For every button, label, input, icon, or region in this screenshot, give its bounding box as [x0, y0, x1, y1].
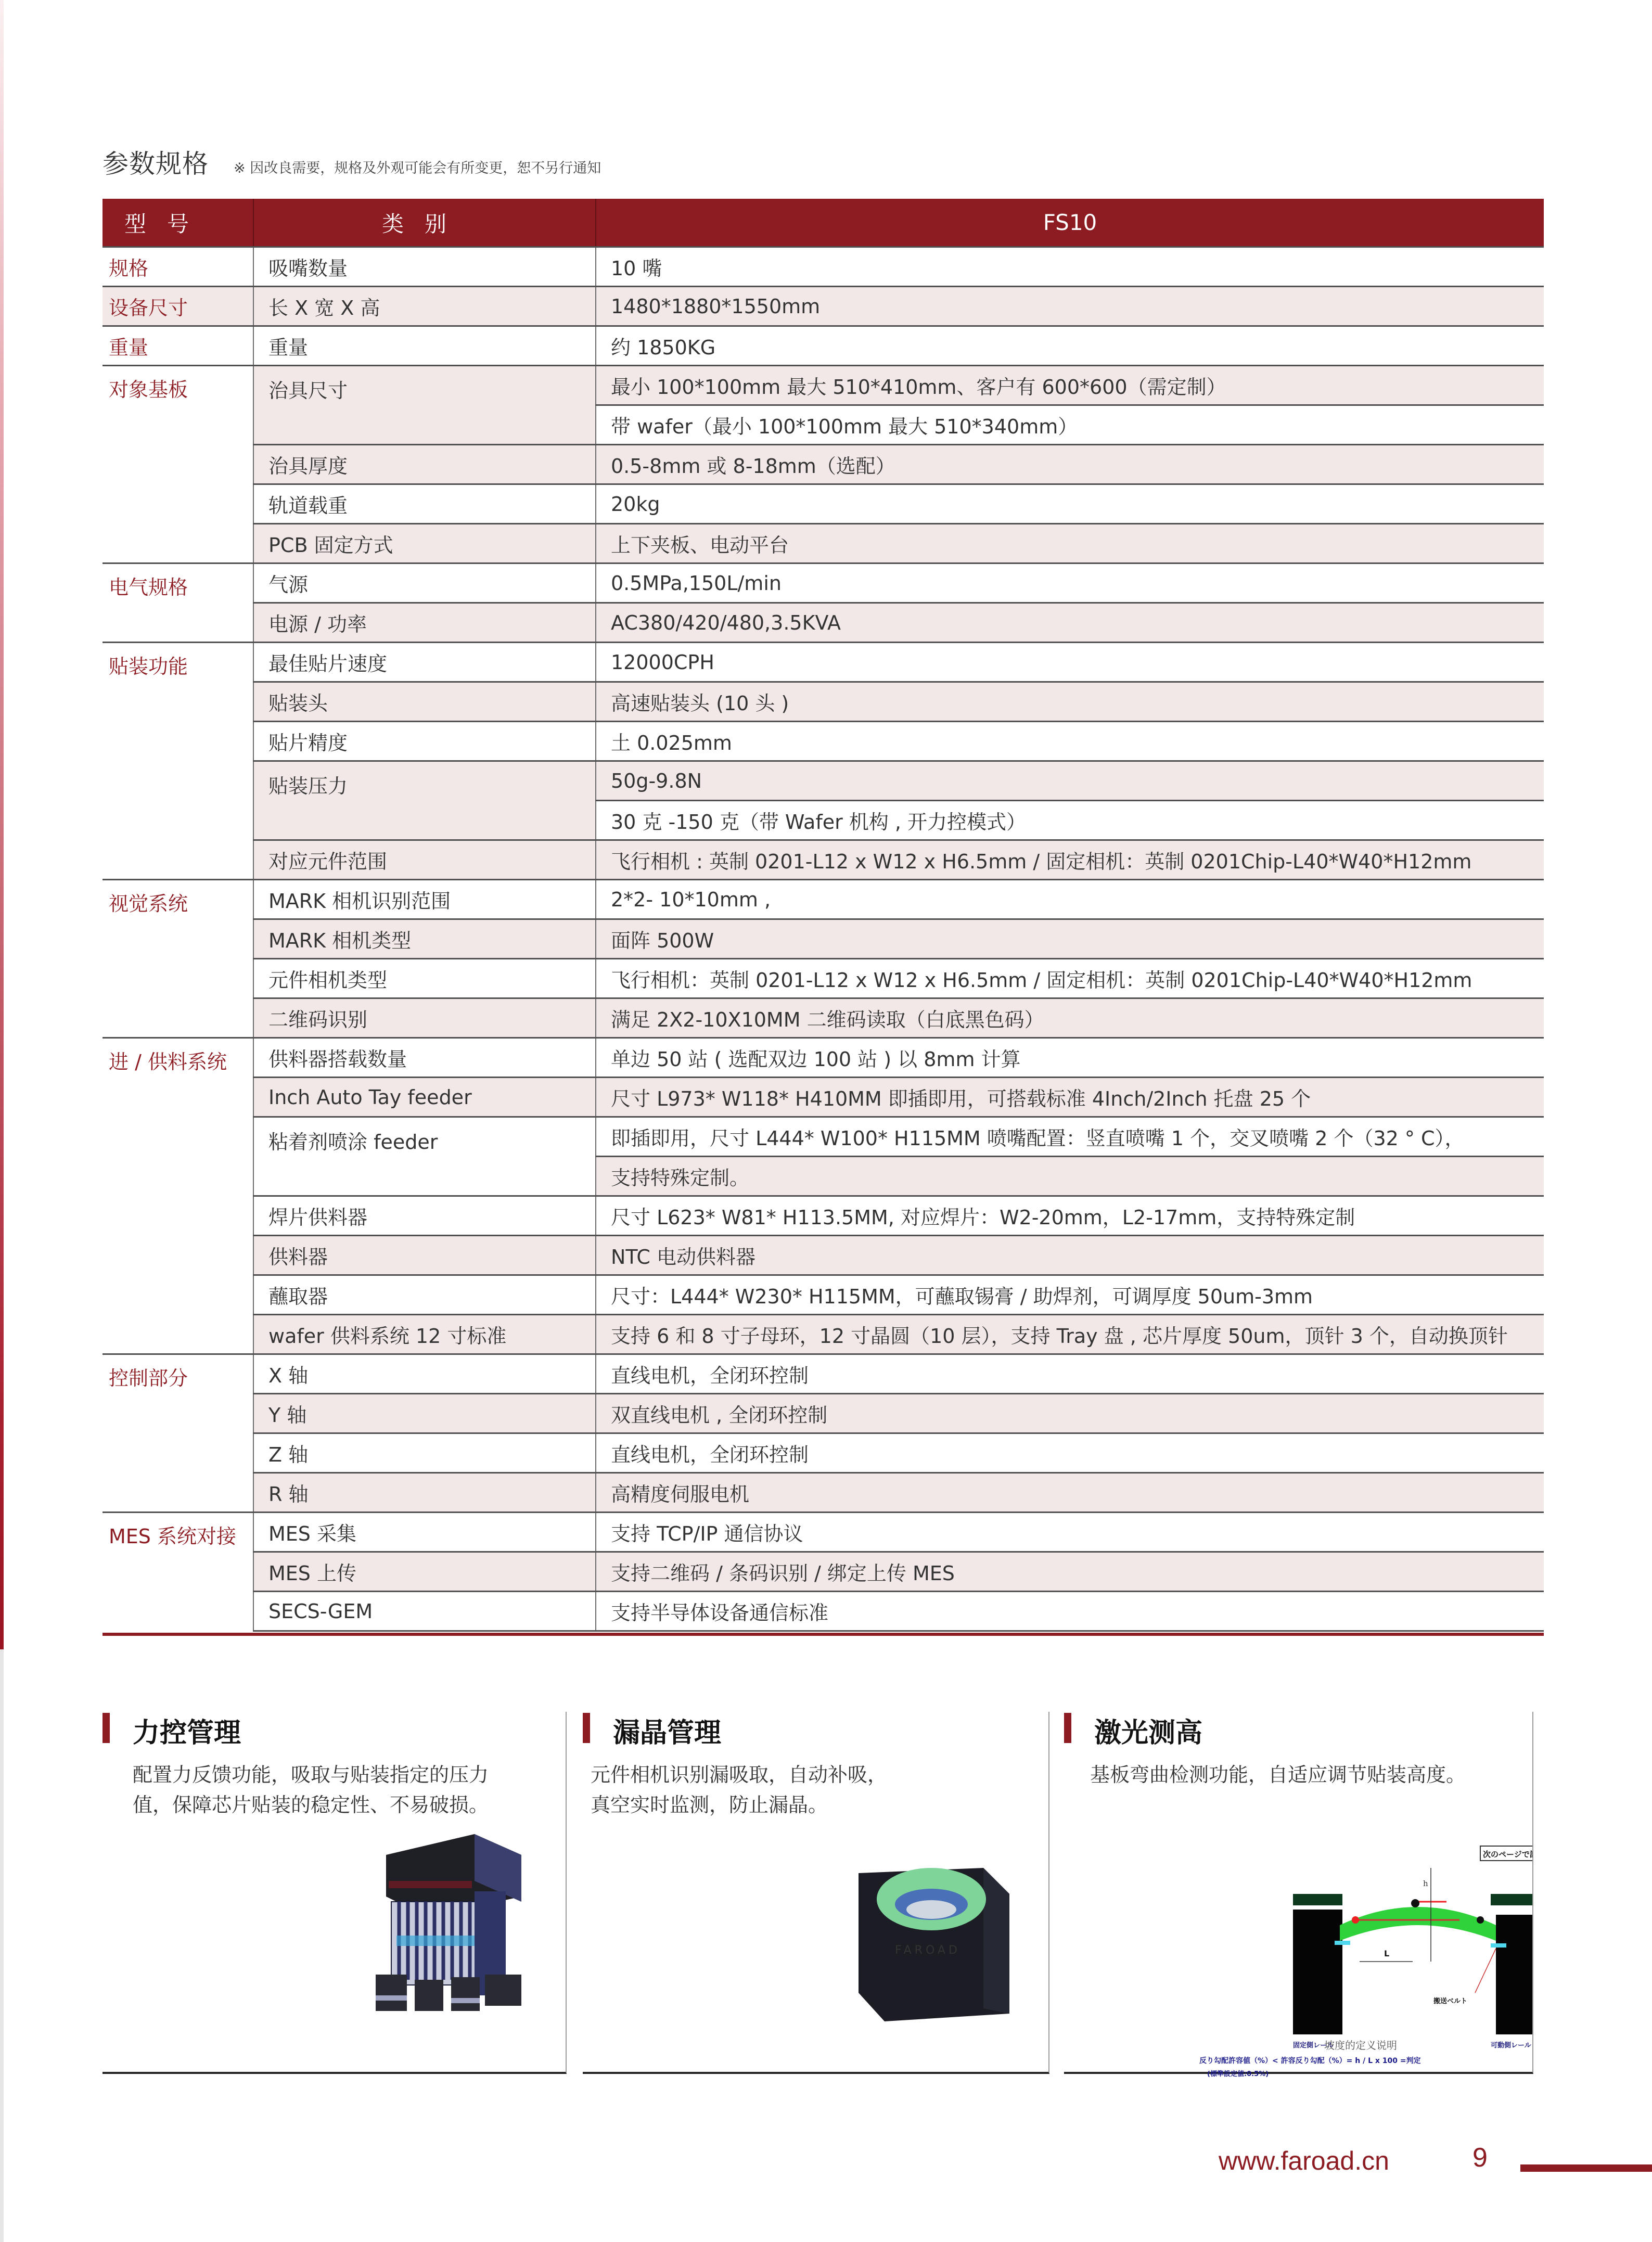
- group-label: 控制部分: [103, 1354, 253, 1513]
- desc-line: 元件相机识别漏吸取，自动补吸，: [591, 1763, 888, 1786]
- left-edge-accent: [0, 0, 4, 1649]
- spec-item: MARK 相机识别范围: [253, 880, 596, 919]
- svg-text:h: h: [1423, 1879, 1428, 1888]
- feature-title: 漏晶管理: [613, 1718, 722, 1749]
- spec-item: 供料器搭载数量: [253, 1038, 596, 1078]
- spec-item: Inch Auto Tay feeder: [253, 1078, 596, 1117]
- table-row: [103, 563, 1544, 603]
- spec-value: 面阵 500W: [596, 919, 1544, 959]
- group-label: 重量: [103, 326, 253, 366]
- heading-accent-bar: [103, 1713, 110, 1743]
- table-row: [103, 761, 1544, 801]
- group-label: 设备尺寸: [103, 287, 253, 326]
- spec-item: 轨道载重: [253, 484, 596, 524]
- spec-value: 50g-9.8N: [596, 761, 1544, 801]
- desc-line: 基板弯曲检测功能，自适应调节贴装高度。: [1090, 1763, 1466, 1786]
- svg-text:L: L: [1384, 1949, 1390, 1958]
- page-title: 参数规格: [103, 149, 209, 179]
- spec-value: 上下夹板、电动平台: [596, 524, 1544, 563]
- spec-value: 飞行相机：英制 0201-L12 x W12 x H6.5mm / 固定相机：英制 0201Chip-L40*W40*H12mm: [596, 959, 1544, 998]
- disclaimer-note: ※ 因改良需要，规格及外观可能会有所变更，恕不另行通知: [234, 160, 601, 176]
- group-label: 对象基板: [103, 366, 253, 563]
- spec-item: MES 上传: [253, 1552, 596, 1592]
- spec-item: 对应元件范围: [253, 840, 596, 880]
- table-row: [103, 840, 1544, 880]
- spec-item: MARK 相机类型: [253, 919, 596, 959]
- spec-value: 12000CPH: [596, 643, 1544, 682]
- header-model: 型号: [103, 199, 253, 247]
- spec-value: AC380/420/480,3.5KVA: [596, 603, 1544, 643]
- spec-value: 直线电机，全闭环控制: [596, 1433, 1544, 1473]
- table-row: [103, 643, 1544, 682]
- spec-item: 贴装压力: [253, 761, 596, 840]
- table-row: [103, 445, 1544, 484]
- table-row: [103, 1275, 1544, 1315]
- spec-value: 尺寸：L444* W230* H115MM，可蘸取锡膏 / 助焊剂，可调厚度 50um-3mm: [596, 1275, 1544, 1315]
- desc-line: 真空实时监测，防止漏晶。: [591, 1793, 828, 1816]
- group-label: 贴装功能: [103, 643, 253, 880]
- spec-value: 支持半导体设备通信标准: [596, 1592, 1544, 1631]
- table-row: [103, 722, 1544, 761]
- spec-item: 元件相机类型: [253, 959, 596, 998]
- table-row: [103, 998, 1544, 1038]
- left-edge-gray: [0, 1649, 4, 2242]
- group-label: 视觉系统: [103, 880, 253, 1038]
- spec-value: 飞行相机 : 英制 0201-L12 x W12 x H6.5mm / 固定相机：英制 0201Chip-L40*W40*H12mm: [596, 840, 1544, 880]
- spec-item: 供料器: [253, 1236, 596, 1275]
- spec-value: 1480*1880*1550mm: [596, 287, 1544, 326]
- spec-item: PCB 固定方式: [253, 524, 596, 563]
- spec-item: SECS-GEM: [253, 1592, 596, 1631]
- table-row: [103, 1433, 1544, 1473]
- board-warp-diagram: [1184, 1837, 1532, 2065]
- spec-item: 贴片精度: [253, 722, 596, 761]
- spec-value: 0.5-8mm 或 8-18mm（选配）: [596, 445, 1544, 484]
- spec-item: 吸嘴数量: [253, 247, 596, 287]
- spec-item: 电源 / 功率: [253, 603, 596, 643]
- spec-value: 20kg: [596, 484, 1544, 524]
- spec-value: 尺寸 L623* W81* H113.5MM, 对应焊片：W2-20mm，L2-17mm，支持特殊定制: [596, 1196, 1544, 1236]
- table-row: [103, 880, 1544, 919]
- spec-value: 支持 6 和 8 寸子母环，12 寸晶圆（10 层），支持 Tray 盘 , 芯片厚度 50um，顶针 3 个，自动换顶针: [596, 1315, 1544, 1354]
- spec-value: 双直线电机 , 全闭环控制: [596, 1394, 1544, 1433]
- header-product: FS10: [596, 199, 1544, 247]
- table-row: [103, 682, 1544, 722]
- spec-item: R 轴: [253, 1473, 596, 1513]
- spec-value: 直线电机，全闭环控制: [596, 1354, 1544, 1394]
- spec-value: 满足 2X2-10X10MM 二维码读取（白底黑色码）: [596, 998, 1544, 1038]
- header-category: 类别: [253, 199, 596, 247]
- spec-item: 重量: [253, 326, 596, 366]
- group-label: 进 / 供料系统: [103, 1038, 253, 1354]
- spec-item: 二维码识别: [253, 998, 596, 1038]
- table-row: [103, 326, 1544, 366]
- spec-value: 最小 100*100mm 最大 510*410mm、客户有 600*600（需定制）: [596, 366, 1544, 405]
- spec-value: 高速贴装头 (10 头 ): [596, 682, 1544, 722]
- spec-value: 土 0.025mm: [596, 722, 1544, 761]
- table-row: [103, 1354, 1544, 1394]
- table-row: [103, 524, 1544, 563]
- spec-value: 约 1850KG: [596, 326, 1544, 366]
- feature-description: [591, 1760, 887, 1820]
- spec-value: 即插即用，尺寸 L444* W100* H115MM 喷嘴配置：竖直喷嘴 1 个，交叉喷嘴 2 个（32 ° C），: [596, 1117, 1544, 1157]
- spec-value: 尺寸 L973* W118* H410MM 即插即用，可搭载标准 4Inch/2Inch 托盘 25 个: [596, 1078, 1544, 1117]
- table-row: [103, 1592, 1544, 1631]
- feature-description: [1090, 1760, 1466, 1790]
- section-header: [103, 143, 601, 181]
- spec-item: Z 轴: [253, 1433, 596, 1473]
- placement-head-image: [365, 1824, 537, 2021]
- table-row: [103, 247, 1544, 287]
- spec-value: 支持特殊定制。: [596, 1157, 1544, 1196]
- feature-card-leak-management: [583, 1712, 1049, 2074]
- heading-accent-bar: [1064, 1713, 1071, 1743]
- group-label: MES 系统对接: [103, 1513, 253, 1631]
- table-row: [103, 287, 1544, 326]
- table-row: [103, 919, 1544, 959]
- svg-text:搬送ベルト: 搬送ベルト: [1433, 1997, 1468, 2005]
- spec-value: 单边 50 站 ( 选配双边 100 站 ) 以 8mm 计算: [596, 1038, 1544, 1078]
- spec-value: 30 克 -150 克（带 Wafer 机构 , 开力控模式）: [596, 801, 1544, 840]
- spec-item: MES 采集: [253, 1513, 596, 1552]
- spec-value: 带 wafer（最小 100*100mm 最大 510*340mm）: [596, 405, 1544, 445]
- spec-value: 10 嘴: [596, 247, 1544, 287]
- table-header-row: [103, 199, 1544, 247]
- feature-title: 力控管理: [133, 1718, 241, 1749]
- spec-value: 高精度伺服电机: [596, 1473, 1544, 1513]
- spec-item: 蘸取器: [253, 1275, 596, 1315]
- footer-accent-bar: [1520, 2164, 1652, 2172]
- table-row: [103, 959, 1544, 998]
- spec-item: X 轴: [253, 1354, 596, 1394]
- table-row: [103, 1513, 1544, 1552]
- spec-item: 粘着剂喷涂 feeder: [253, 1117, 596, 1196]
- website-link[interactable]: www.faroad.cn: [1219, 2146, 1389, 2175]
- spec-item: 治具厚度: [253, 445, 596, 484]
- svg-text:固定側レール: 固定側レール: [1293, 2042, 1334, 2049]
- svg-text:FAROAD: FAROAD: [895, 1944, 961, 1957]
- desc-line: 值，保障芯片贴装的稳定性、不易破损。: [133, 1793, 489, 1816]
- spec-item: 气源: [253, 563, 596, 603]
- spec-value: NTC 电动供料器: [596, 1236, 1544, 1275]
- group-label: 规格: [103, 247, 253, 287]
- diagram-caption: 坡度的定义说明: [1324, 2039, 1397, 2052]
- spec-item: 贴装头: [253, 682, 596, 722]
- table-row: [103, 1196, 1544, 1236]
- spec-table: [103, 199, 1544, 1632]
- table-row: [103, 366, 1544, 405]
- diagram-formula: 反り勾配許容値（%）< 許容反り勾配（%）= h / L x 100 =判定: [1199, 2057, 1421, 2065]
- spec-value: 支持 TCP/IP 通信协议: [596, 1513, 1544, 1552]
- spec-item: 长 X 宽 X 高: [253, 287, 596, 326]
- spec-value: 0.5MPa,150L/min: [596, 563, 1544, 603]
- diagram-default-value: (標準設定値:0.5%): [1207, 2070, 1269, 2078]
- table-row: [103, 1315, 1544, 1354]
- spec-value: 支持二维码 / 条码识别 / 绑定上传 MES: [596, 1552, 1544, 1592]
- table-end-rule: [103, 1633, 1544, 1636]
- table-row: [103, 1038, 1544, 1078]
- spec-item: 治具尺寸: [253, 366, 596, 445]
- table-row: [103, 1117, 1544, 1157]
- table-row: [103, 1236, 1544, 1275]
- spec-item: 焊片供料器: [253, 1196, 596, 1236]
- table-row: [103, 1473, 1544, 1513]
- feature-card-laser-height: [1064, 1712, 1533, 2078]
- group-label: 电气规格: [103, 563, 253, 643]
- spec-value: 2*2- 10*10mm ,: [596, 880, 1544, 919]
- spec-item: Y 轴: [253, 1394, 596, 1433]
- svg-text:次のページで説: 次のページで説: [1483, 1850, 1532, 1859]
- spec-item: wafer 供料系统 12 寸标准: [253, 1315, 596, 1354]
- heading-accent-bar: [583, 1713, 590, 1743]
- feature-card-force-control: [103, 1712, 567, 2074]
- table-row: [103, 603, 1544, 643]
- table-row: [103, 1394, 1544, 1433]
- table-row: [103, 1078, 1544, 1117]
- feature-description: [133, 1760, 489, 1820]
- svg-text:可動側レール: 可動側レール: [1491, 2042, 1531, 2049]
- spec-item: 最佳贴片速度: [253, 643, 596, 682]
- desc-line: 配置力反馈功能，吸取与贴装指定的压力: [133, 1763, 489, 1786]
- feature-title: 激光测高: [1094, 1718, 1203, 1749]
- table-row: [103, 484, 1544, 524]
- page-number: 9: [1472, 2143, 1488, 2173]
- component-camera-image: [853, 1852, 1025, 2029]
- table-row: [103, 1552, 1544, 1592]
